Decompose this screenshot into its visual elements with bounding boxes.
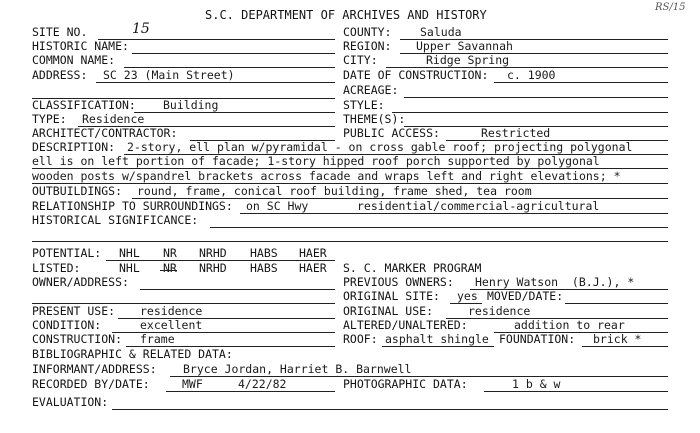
listed-nrhd: NRHD xyxy=(199,261,227,275)
recorded-initials: MWF xyxy=(182,377,203,391)
altered-value: addition to rear xyxy=(514,318,625,332)
roof-value: asphalt shingle xyxy=(385,332,489,346)
type-value: Residence xyxy=(82,112,145,126)
bibliographic-label: BIBLIOGRAPHIC & RELATED DATA: xyxy=(32,347,233,361)
address-value: SC 23 (Main Street) xyxy=(103,68,235,82)
address-line xyxy=(96,82,335,83)
marker-program-label: S. C. MARKER PROGRAM xyxy=(343,261,482,275)
evaluation-line xyxy=(112,409,668,410)
corner-handwritten-note: RS/15 xyxy=(655,2,686,13)
outbuildings-label: OUTBUILDINGS: xyxy=(32,184,123,198)
photographic-value: 1 b & w xyxy=(512,377,561,391)
photographic-label: PHOTOGRAPHIC DATA: xyxy=(343,377,468,391)
relationship-label: RELATIONSHIP TO SURROUNDINGS: xyxy=(32,199,233,213)
owner-line xyxy=(140,289,335,290)
recorded-line xyxy=(166,391,335,392)
site-no-label: SITE NO. xyxy=(32,25,88,39)
photographic-line xyxy=(484,391,668,392)
recorded-label: RECORDED BY/DATE: xyxy=(32,377,150,391)
moved-date-label: MOVED/DATE: xyxy=(487,289,564,303)
historic-name-label: HISTORIC NAME: xyxy=(32,39,129,53)
previous-owners-label: PREVIOUS OWNERS: xyxy=(343,275,454,289)
address-label: ADDRESS: xyxy=(32,68,88,82)
original-use-value: residence xyxy=(468,304,531,318)
style-label: STYLE: xyxy=(343,98,385,112)
type-label: TYPE: xyxy=(32,112,67,126)
listed-nr: NR xyxy=(163,261,177,275)
owner-label: OWNER/ADDRESS: xyxy=(32,275,129,289)
region-label: REGION: xyxy=(343,39,392,53)
significance-line-2 xyxy=(32,241,668,242)
description-line-1: 2-story, ell plan w/pyramidal - on cross gable roof; projecting polygonal xyxy=(127,140,633,154)
public-access-value: Restricted xyxy=(481,126,551,140)
theme-label: THEME(S): xyxy=(343,112,406,126)
significance-label: HISTORICAL SIGNIFICANCE: xyxy=(32,213,199,227)
classification-value: Building xyxy=(163,98,219,112)
description-line-3: wooden posts w/spandrel brackets across facade and wraps left and right elevations; * xyxy=(32,169,621,183)
date-line xyxy=(494,82,668,83)
county-value: Saluda xyxy=(420,25,462,39)
description-line-2: ell is on left portion of facade; 1-story hipped roof porch supported by polygonal xyxy=(32,154,600,168)
acreage-label: ACREAGE: xyxy=(343,83,399,97)
significance-line xyxy=(210,227,668,228)
architect-label: ARCHITECT/CONTRACTOR: xyxy=(32,126,178,140)
date-of-construction-label: DATE OF CONSTRUCTION: xyxy=(343,68,489,82)
foundation-label: FOUNDATION: xyxy=(499,332,576,346)
relationship-value-2: residential/commercial-agricultural xyxy=(357,199,600,213)
public-access-label: PUBLIC ACCESS: xyxy=(343,126,440,140)
classification-label: CLASSIFICATION: xyxy=(32,98,136,112)
acreage-line xyxy=(404,97,668,98)
altered-label: ALTERED/UNALTERED: xyxy=(343,318,468,332)
construction-value: frame xyxy=(140,332,175,346)
listed-habs: HABS xyxy=(250,261,278,275)
recorded-date: 4/22/82 xyxy=(238,377,287,391)
potential-nr: NR xyxy=(163,246,177,260)
roof-label: ROOF: xyxy=(343,332,378,346)
informant-value: Bryce Jordan, Harriet B. Barnwell xyxy=(183,362,412,376)
potential-label: POTENTIAL: xyxy=(32,246,102,260)
informant-label: INFORMANT/ADDRESS: xyxy=(32,362,157,376)
potential-haer: HAER xyxy=(299,246,327,260)
roof-line xyxy=(382,346,494,347)
site-no-line xyxy=(98,39,335,40)
listed-haer: HAER xyxy=(299,261,327,275)
county-label: COUNTY: xyxy=(343,25,392,39)
style-line xyxy=(392,112,668,113)
region-value: Upper Savannah xyxy=(416,39,513,53)
original-use-label: ORIGINAL USE: xyxy=(343,304,434,318)
original-site-label: ORIGINAL SITE: xyxy=(343,289,440,303)
listed-nhl: NHL xyxy=(119,261,140,275)
moved-date-line xyxy=(565,303,668,304)
potential-nrhd: NRHD xyxy=(199,246,227,260)
city-label: CITY: xyxy=(343,53,378,67)
date-of-construction-value: c. 1900 xyxy=(507,68,556,82)
original-site-value: yes xyxy=(457,289,478,303)
listed-label: LISTED: xyxy=(32,261,81,275)
agency-header: S.C. DEPARTMENT OF ARCHIVES AND HISTORY xyxy=(205,8,487,22)
present-use-label: PRESENT USE: xyxy=(32,304,116,318)
description-label: DESCRIPTION: xyxy=(32,140,116,154)
condition-label: CONDITION: xyxy=(32,318,102,332)
outbuildings-value: round, frame, conical roof building, frame shed, tea room xyxy=(137,184,532,198)
potential-nhl: NHL xyxy=(119,246,140,260)
listed-nr-strike xyxy=(160,270,177,271)
evaluation-label: EVALUATION: xyxy=(32,395,109,409)
foundation-value: brick * xyxy=(593,332,642,346)
relationship-line xyxy=(240,213,668,214)
city-value: Ridge Spring xyxy=(426,53,510,67)
condition-value: excellent xyxy=(140,318,203,332)
potential-habs: HABS xyxy=(250,246,278,260)
previous-owners-value: Henry Watson (B.J.), * xyxy=(475,275,635,289)
present-use-value: residence xyxy=(140,304,203,318)
relationship-value-1: on SC Hwy xyxy=(246,199,309,213)
historic-name-line xyxy=(132,53,335,54)
common-name-label: COMMON NAME: xyxy=(32,53,116,67)
construction-label: CONSTRUCTION: xyxy=(32,332,123,346)
site-no-value: 15 xyxy=(132,21,150,37)
classification-line xyxy=(134,112,335,113)
foundation-line xyxy=(582,346,668,347)
